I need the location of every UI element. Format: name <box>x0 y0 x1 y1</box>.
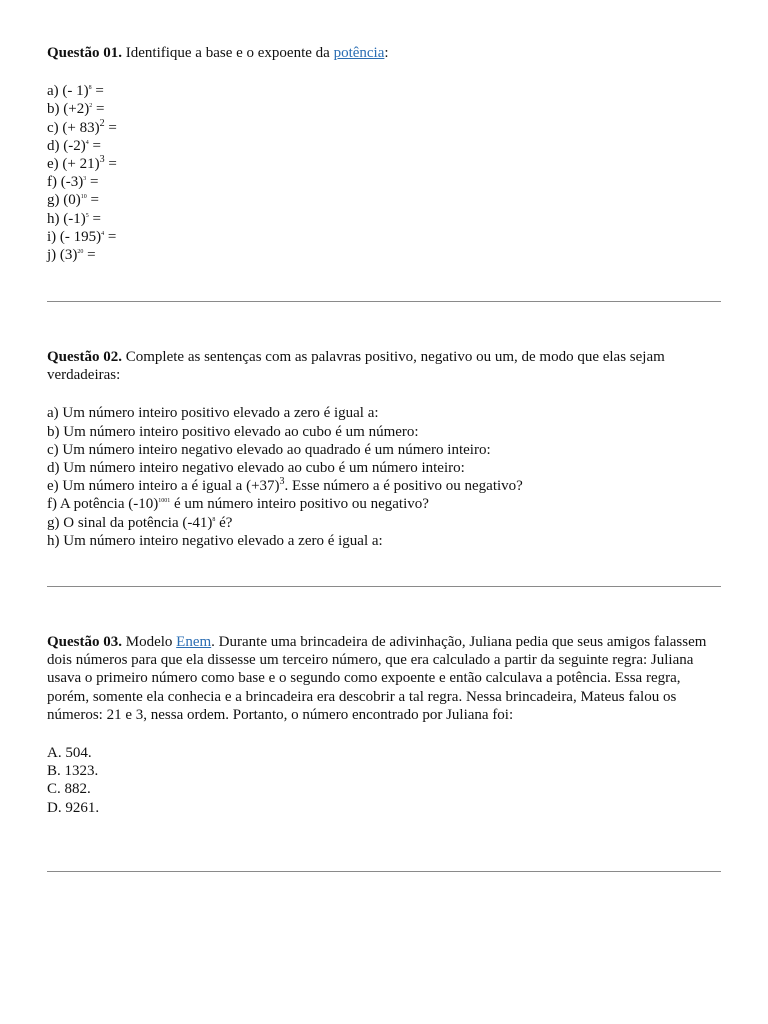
question-01-item-exponent: 4 <box>85 139 89 146</box>
question-01-item-exponent: 2 <box>89 103 93 110</box>
question-01-item-text: h) (-1) <box>47 210 86 227</box>
question-01 <box>47 44 723 264</box>
question-03 <box>47 633 723 817</box>
question-01-text-after: : <box>384 45 389 61</box>
question-01-item-suffix: = <box>104 119 117 136</box>
section-divider-2 <box>47 586 721 587</box>
question-02-item <box>47 404 723 422</box>
question-02-item <box>47 477 723 495</box>
question-02-item-text: h) Um número inteiro negativo elevado a zero é igual a: <box>47 532 383 549</box>
question-01-item-text: a) (- 1) <box>47 83 89 100</box>
question-02-item-text: e) Um número inteiro a é igual a (+37) <box>47 478 280 495</box>
question-01-item-text: c) (+ 83) <box>47 119 100 136</box>
question-02-item-suffix: . Esse número a é positivo ou negativo? <box>284 478 523 495</box>
question-01-item-text: d) (-2) <box>47 137 86 154</box>
question-02-text: Complete as sentenças com as palavras positivo, negativo ou um, de modo que elas sejam verdadeiras: <box>47 349 665 384</box>
question-01-item <box>47 137 723 155</box>
question-01-item <box>47 100 723 118</box>
question-03-option: C. 882. <box>47 781 91 798</box>
question-01-item-text: g) (0) <box>47 192 81 209</box>
question-01-item-exponent: 2 <box>99 117 105 129</box>
question-01-item-suffix: = <box>88 137 101 154</box>
question-01-item-text: i) (- 195) <box>47 228 102 245</box>
question-02-item <box>47 514 723 532</box>
question-02-item <box>47 441 723 459</box>
question-01-item <box>47 155 723 173</box>
question-01-item-suffix: = <box>86 192 99 209</box>
question-02-item-text: b) Um número inteiro positivo elevado ao cubo é um número: <box>47 423 419 440</box>
question-01-item-suffix: = <box>91 83 104 100</box>
question-02-item <box>47 459 723 477</box>
question-01-item-suffix: = <box>104 228 117 245</box>
question-01-item-suffix: = <box>104 156 117 173</box>
question-01-statement <box>47 44 723 62</box>
question-02-item-exponent: 8 <box>212 516 216 523</box>
question-01-item-exponent: 4 <box>101 230 105 237</box>
question-01-item-suffix: = <box>86 174 99 191</box>
question-02-item-text: a) Um número inteiro positivo elevado a zero é igual a: <box>47 405 379 422</box>
question-01-item-text: b) (+2) <box>47 101 90 118</box>
question-01-label: Questão 01. <box>47 45 122 61</box>
question-03-text-after: . Durante uma brincadeira de adivinhação, Juliana pedia que seus amigos falassem dois números para que ela dissesse um terceiro número, que era calculado a partir da seguinte regra: Juliana usava o primeiro número como base e o segundo como expoente e então calculava a potência. Essa regra, porém, somente ela conhecia e a brincadeira era descobrir a tal regra. Nessa brincadeira, Mateus falou os números: 21 e 3, nessa ordem. Portanto, o número encontrado por Juliana foi: <box>47 634 707 723</box>
question-02-item-suffix: é um número inteiro positivo ou negativo? <box>170 496 429 513</box>
question-01-item <box>47 173 723 191</box>
question-03-option: B. 1323. <box>47 763 99 780</box>
question-01-item <box>47 191 723 209</box>
question-01-item-text: e) (+ 21) <box>47 156 100 173</box>
question-02-label: Questão 02. <box>47 349 122 365</box>
question-01-item-suffix: = <box>88 210 101 227</box>
question-01-item <box>47 119 723 137</box>
question-01-item-exponent: 8 <box>88 85 92 92</box>
question-03-text-before: Modelo <box>122 634 177 650</box>
question-02-item-suffix: é? <box>215 514 233 531</box>
question-02-statement <box>47 348 723 384</box>
question-03-label: Questão 03. <box>47 634 122 650</box>
question-02-item <box>47 532 723 550</box>
question-02-item <box>47 423 723 441</box>
section-divider-3 <box>47 871 721 872</box>
question-02-item-exponent: 3 <box>279 476 285 488</box>
question-02-items <box>47 404 723 550</box>
question-02-item-text: c) Um número inteiro negativo elevado ao quadrado é um número inteiro: <box>47 441 491 458</box>
question-01-item <box>47 210 723 228</box>
question-02-item <box>47 495 723 513</box>
question-01-item <box>47 82 723 100</box>
question-01-item-text: f) (-3) <box>47 174 84 191</box>
question-01-item <box>47 228 723 246</box>
question-01-item-exponent: 3 <box>83 176 87 183</box>
section-divider-1 <box>47 301 721 302</box>
question-03-option: A. 504. <box>47 745 92 762</box>
question-02-item-text: g) O sinal da potência (-41) <box>47 514 213 531</box>
question-02-item-text: f) A potência (-10) <box>47 496 159 513</box>
question-03-option: D. 9261. <box>47 799 100 816</box>
question-02-item-text: d) Um número inteiro negativo elevado ao cubo é um número inteiro: <box>47 460 465 477</box>
question-01-item <box>47 246 723 264</box>
question-03-options <box>47 744 723 817</box>
question-03-statement <box>47 633 723 724</box>
question-01-item-text: j) (3) <box>47 247 78 264</box>
question-01-item-suffix: = <box>92 101 105 118</box>
question-02-item-exponent: 1001 <box>158 498 171 505</box>
enem-link[interactable]: Enem <box>176 634 212 650</box>
question-01-text-before: Identifique a base e o expoente da <box>122 45 334 61</box>
question-01-item-exponent: 20 <box>77 249 84 256</box>
question-01-item-exponent: 10 <box>80 194 87 201</box>
question-02 <box>47 348 723 550</box>
question-01-item-suffix: = <box>83 247 96 264</box>
question-01-item-exponent: 3 <box>99 154 105 166</box>
potencia-link[interactable]: potência <box>333 45 385 61</box>
question-01-items <box>47 82 723 264</box>
question-01-item-exponent: 5 <box>85 212 89 219</box>
